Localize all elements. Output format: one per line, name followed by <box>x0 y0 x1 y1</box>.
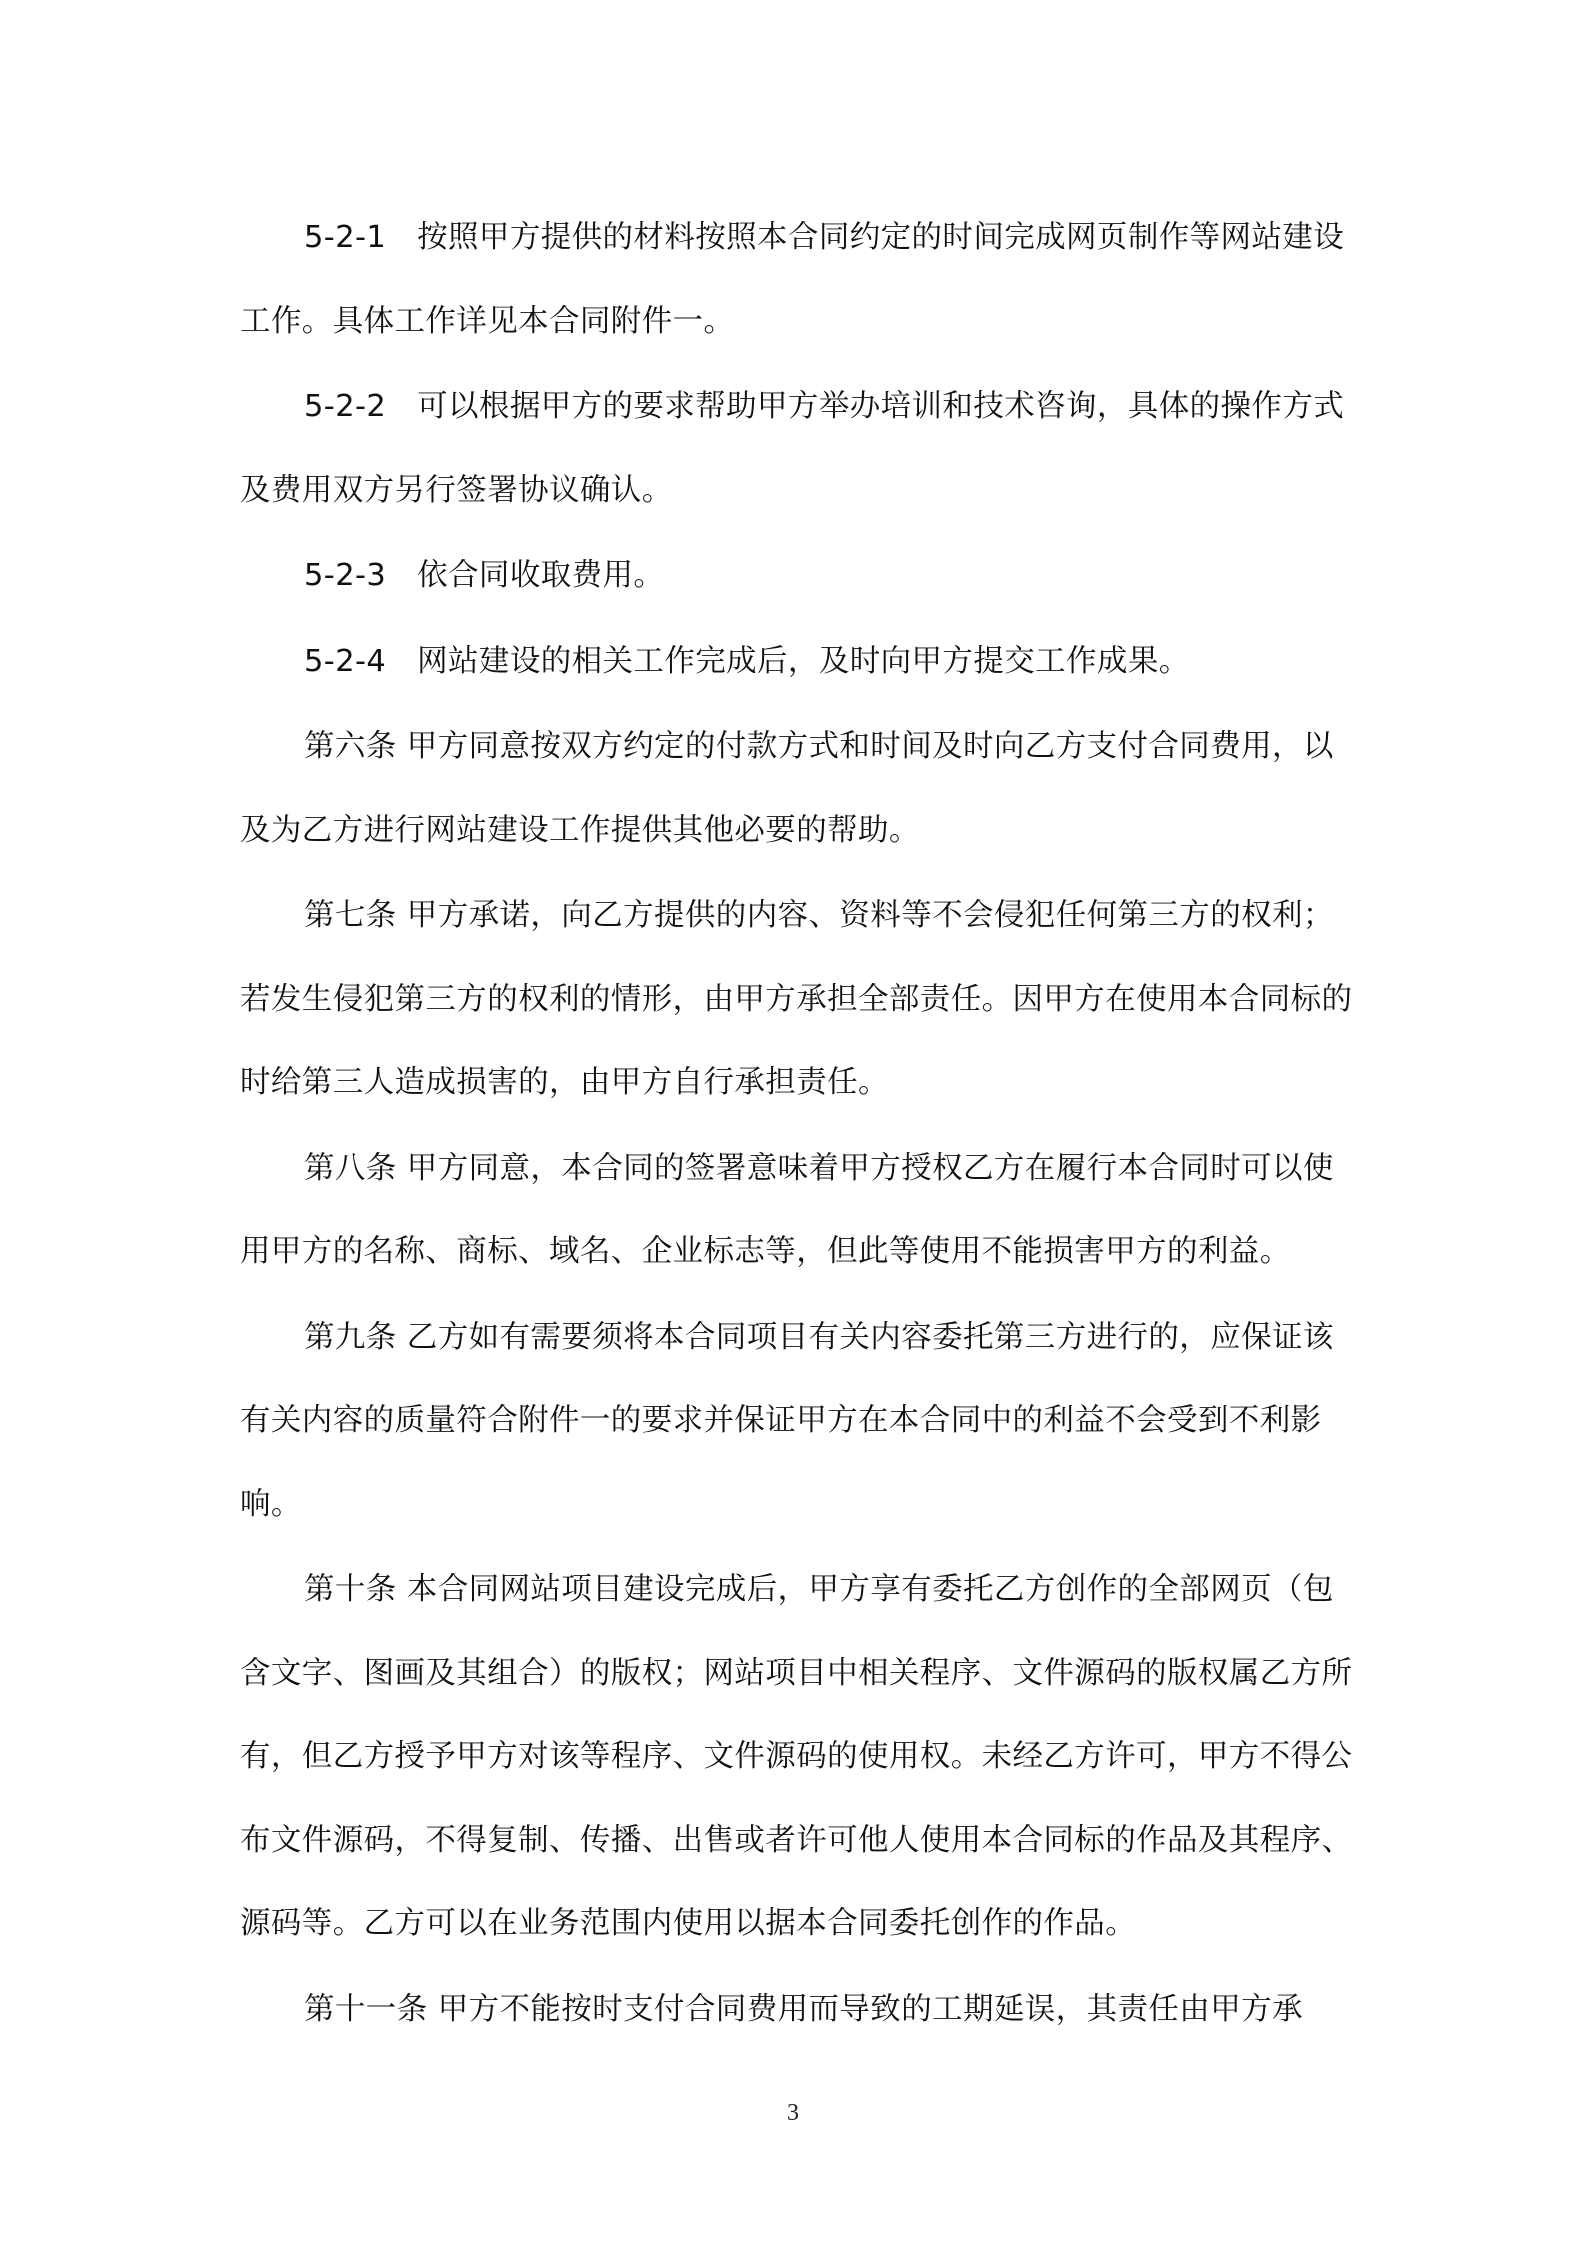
page-number: 3 <box>787 2100 799 2126</box>
article-9: 第九条 乙方如有需要须将本合同项目有关内容委托第三方进行的，应保证该有关内容的质量符合附件一的要求并保证甲方在本合同中的利益不会受到不利影响。 <box>240 1319 1334 1522</box>
article-6: 第六条 甲方同意按双方约定的付款方式和时间及时向乙方支付合同费用，以及为乙方进行网站建设工作提供其他必要的帮助。 <box>240 729 1334 848</box>
contract-body <box>240 196 1358 2053</box>
clause-5-2-3: 5-2-3 依合同收取费用。 <box>304 558 665 593</box>
article-8: 第八条 甲方同意，本合同的签署意味着甲方授权乙方在履行本合同时可以使用甲方的名称、商标、域名、企业标志等，但此等使用不能损害甲方的利益。 <box>240 1150 1334 1269</box>
clause-5-2-1: 5-2-1 按照甲方提供的材料按照本合同约定的时间完成网页制作等网站建设工作。具体工作详见本合同附件一。 <box>240 220 1345 339</box>
article-10: 第十条 本合同网站项目建设完成后，甲方享有委托乙方创作的全部网页（包含文字、图画及其组合）的版权；网站项目中相关程序、文件源码的版权属乙方所有，但乙方授予甲方对该等程序、文件源码的使用权。未经乙方许可，甲方不得公布文件源码，不得复制、传播、出售或者许可他人使用本合同标的作品及其程序、源码等。乙方可以在业务范围内使用以据本合同委托创作的作品。 <box>240 1572 1353 1941</box>
article-7: 第七条 甲方承诺，向乙方提供的内容、资料等不会侵犯任何第三方的权利；若发生侵犯第三方的权利的情形，由甲方承担全部责任。因甲方在使用本合同标的时给第三人造成损害的，由甲方自行承担责任。 <box>240 898 1353 1100</box>
article-11: 第十一条 甲方不能按时支付合同费用而导致的工期延误，其责任由甲方承 <box>304 1991 1303 2027</box>
clause-5-2-4: 5-2-4 网站建设的相关工作完成后，及时向甲方提交工作成果。 <box>304 643 1190 679</box>
clause-5-2-2: 5-2-2 可以根据甲方的要求帮助甲方举办培训和技术咨询，具体的操作方式及费用双方另行签署协议确认。 <box>240 389 1345 508</box>
